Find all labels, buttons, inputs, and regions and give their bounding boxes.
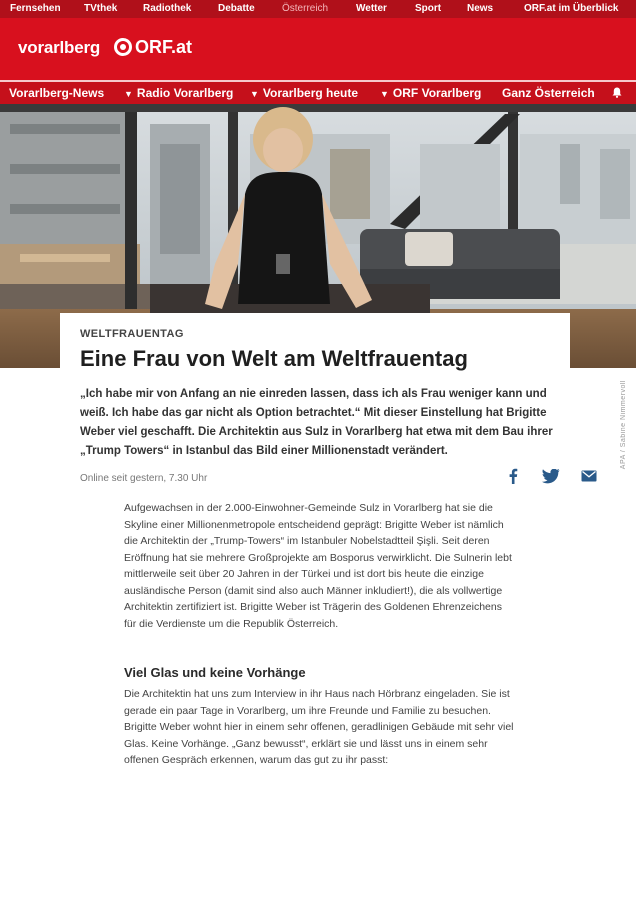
topnav-news[interactable]: News <box>467 3 494 14</box>
article-lead: „Ich habe mir von Anfang an nie einreden lassen, dass ich als Frau weniger kann und weiß. Ich habe das gar nicht als Option betrachtet.“ Mit dieser Einstellung hat Brigitte Weber viel geschafft. Die Architektin aus Sulz in Vorarlberg hat etwa mit dem Bau ihrer „Trump Towers“ in Istanbul das Bild einer Millionenstadt verändert. <box>80 388 553 457</box>
share-twitter-button[interactable] <box>540 465 562 487</box>
secnav-label: Ganz Österreich <box>502 86 595 100</box>
secnav-radio-vorarlberg[interactable] <box>124 86 233 100</box>
top-navigation <box>0 0 636 18</box>
mail-icon <box>581 470 597 482</box>
topnav-oesterreich[interactable]: Österreich <box>282 3 329 14</box>
topnav-tvthek[interactable]: TVthek <box>84 3 118 14</box>
chevron-down-icon: ▼ <box>124 89 133 99</box>
photo-credit: APA / Sabine Nimmervoll <box>620 380 627 470</box>
orf-logo-text[interactable]: ORF.at <box>135 37 193 57</box>
article-subheading: Viel Glas und keine Vorhänge <box>124 665 306 680</box>
article-title: Eine Frau von Welt am Weltfrauentag <box>80 346 468 371</box>
section-navigation <box>0 82 636 104</box>
secnav-orf-vorarlberg[interactable] <box>380 86 481 100</box>
secnav-label: Vorarlberg heute <box>262 86 359 100</box>
topnav-fernsehen[interactable]: Fernsehen <box>10 3 61 14</box>
bell-icon[interactable] <box>612 87 622 98</box>
secnav-label: ORF Vorarlberg <box>392 86 482 100</box>
chevron-down-icon: ▼ <box>250 89 259 99</box>
topnav-radiothek[interactable]: Radiothek <box>143 3 192 14</box>
article-paragraph: Die Architektin hat uns zum Interview in ihr Haus nach Hörbranz eingeladen. Sie ist gerade ein paar Tage in Vorarlberg, um ihre Freunde und Familie zu besuchen. Brigitte Weber wohnt hier in einem sehr offenen, geradlinigen Gebäude mit sehr viel Glas. Keine Vorhänge. „Ganz bewusst“, erklärt sie und lässt uns in einem sehr offenen Gespräch erkennen, warum das gut zu ihr passt: <box>124 688 514 766</box>
secnav-vorarlberg-heute[interactable] <box>250 86 358 100</box>
secnav-ganz-oesterreich[interactable] <box>502 86 595 100</box>
chevron-down-icon: ▼ <box>380 89 389 99</box>
article-timestamp: Online seit gestern, 7.30 Uhr <box>80 473 208 484</box>
orf-eye-icon <box>114 38 132 56</box>
share-mail-button[interactable] <box>578 465 600 487</box>
secnav-vorarlberg-news[interactable] <box>9 86 104 100</box>
article-kicker[interactable]: WELTFRAUENTAG <box>80 328 184 340</box>
secnav-label: Radio Vorarlberg <box>136 86 234 100</box>
brand-name[interactable]: vorarlberg <box>18 38 101 57</box>
topnav-debatte[interactable]: Debatte <box>218 3 255 14</box>
share-facebook-button[interactable] <box>502 465 524 487</box>
topnav-orf-ueberblick[interactable]: ORF.at im Überblick <box>524 3 619 14</box>
article-paragraph: Aufgewachsen in der 2.000-Einwohner-Gemeinde Sulz in Vorarlberg hat sie die Skyline einer Millionenmetropole entscheidend geprägt: Brigitte Weber ist nämlich die Architektin der „Trump-Towers“ im Istanbuler Nobelstadtteil Şişli. Seit deren Eröffnung hat sie mehrere Großprojekte am Bosporus verwirklicht. Die Sulnerin lebt mittlerweile seit über 20 Jahren in der Türkei und ist dort bis heute die einzige ausländische Person (damit sind also auch Männer inkludiert!), die als vollwertige Architektin zertifiziert ist. Brigitte Weber ist Trägerin des Goldenen Ehrenzeichens für die Verdienste um die Republik Österreich. <box>124 502 512 630</box>
facebook-icon <box>508 468 518 484</box>
twitter-icon <box>542 469 560 484</box>
secnav-label: Vorarlberg-News <box>9 86 105 100</box>
topnav-wetter[interactable]: Wetter <box>356 3 387 14</box>
brand-header <box>0 18 636 80</box>
topnav-sport[interactable]: Sport <box>415 3 442 14</box>
